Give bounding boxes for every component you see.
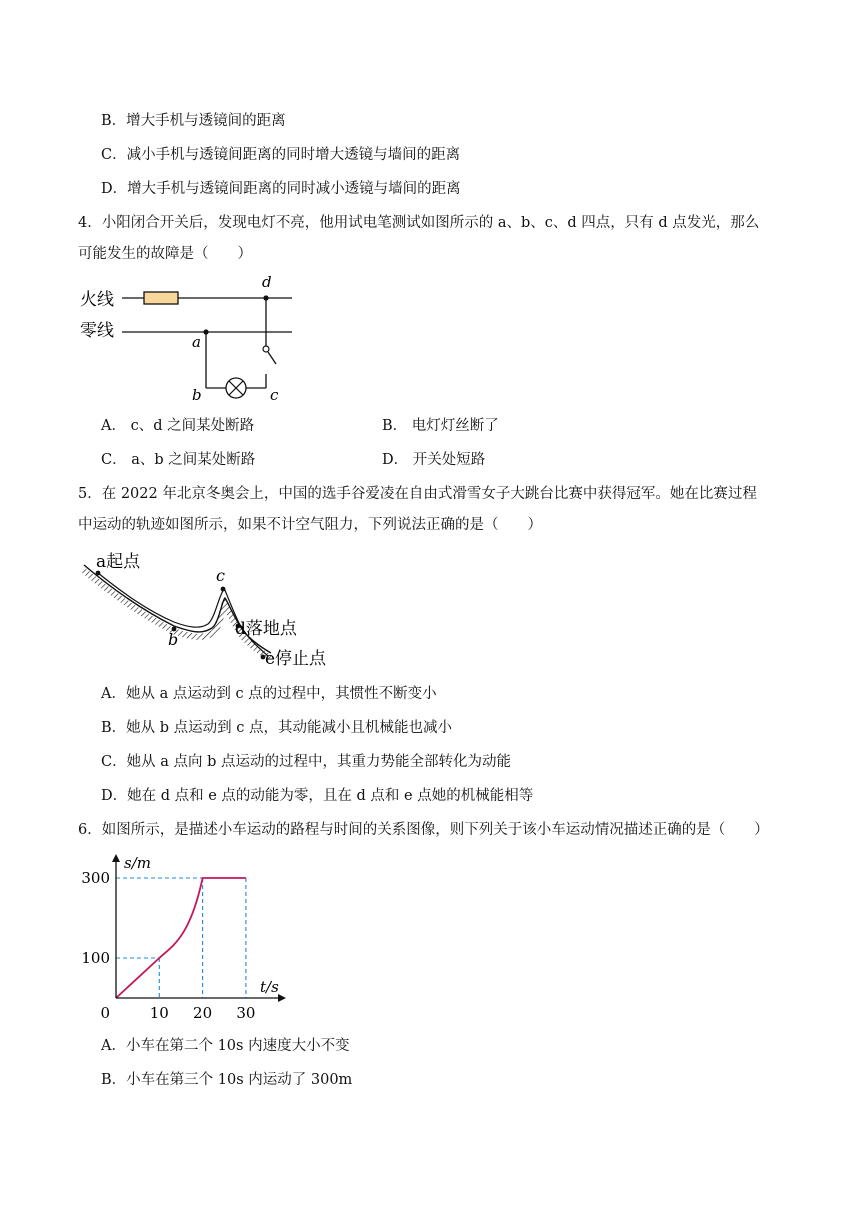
label-b: b bbox=[192, 386, 202, 404]
q6-option-b[interactable]: B．小车在第三个 10s 内运动了 300m bbox=[101, 1072, 353, 1088]
x-tick-label-10: 10 bbox=[149, 1004, 169, 1022]
live-wire-label: 火线 bbox=[80, 290, 114, 310]
q5-stem-line1: 5．在 2022 年北京冬奥会上，中国的选手谷爱凌在自由式滑雪女子大跳台比赛中获得冠军。她在比赛过程 bbox=[78, 486, 757, 502]
q6-option-a[interactable]: A．小车在第二个 10s 内速度大小不变 bbox=[101, 1038, 350, 1054]
neutral-wire-label: 零线 bbox=[80, 321, 114, 341]
point-c bbox=[221, 587, 226, 592]
fuse bbox=[144, 292, 178, 304]
ski-trajectory-diagram bbox=[78, 543, 348, 678]
q4-stem-line2: 可能发生的故障是（ ） bbox=[78, 246, 252, 262]
label-e-stop: e停止点 bbox=[265, 649, 327, 669]
switch-blade bbox=[268, 352, 276, 364]
label-d-landing: d落地点 bbox=[235, 619, 297, 639]
label-a: a bbox=[192, 333, 201, 351]
q5-option-a[interactable]: A．她从 a 点运动到 c 点的过程中，其惯性不断变小 bbox=[101, 686, 437, 702]
q4-option-c[interactable]: C． a、b 之间某处断路 bbox=[101, 452, 256, 468]
q3-option-b[interactable]: B．增大手机与透镜间的距离 bbox=[101, 113, 286, 129]
q4-option-d[interactable]: D． 开关处短路 bbox=[382, 452, 486, 468]
y-tick-label-300: 300 bbox=[81, 869, 110, 887]
y-tick-label-100: 100 bbox=[81, 949, 110, 967]
x-tick-label-0: 0 bbox=[100, 1004, 110, 1022]
q3-option-c[interactable]: C．减小手机与透镜间距离的同时增大透镜与墙间的距离 bbox=[101, 147, 461, 163]
chart-series-line bbox=[116, 878, 246, 998]
switch-pivot bbox=[263, 346, 269, 352]
q5-option-b[interactable]: B．她从 b 点运动到 c 点，其动能减小且机械能也减小 bbox=[101, 720, 452, 736]
x-axis-label: t/s bbox=[260, 978, 279, 996]
label-a-start: a起点 bbox=[96, 552, 141, 572]
q4-option-a[interactable]: A． c、d 之间某处断路 bbox=[101, 418, 255, 434]
x-tick-label-20: 20 bbox=[193, 1004, 213, 1022]
q3-option-d[interactable]: D．增大手机与透镜间距离的同时减小透镜与墙间的距离 bbox=[101, 181, 461, 197]
label-b: b bbox=[168, 630, 179, 649]
y-axis-label: s/m bbox=[124, 854, 151, 872]
circuit-diagram bbox=[78, 270, 308, 410]
label-c: c bbox=[216, 566, 225, 585]
q5-option-d[interactable]: D．她在 d 点和 e 点的动能为零，且在 d 点和 e 点她的机械能相等 bbox=[101, 788, 534, 804]
distance-time-chart bbox=[78, 850, 288, 1022]
label-c: c bbox=[270, 386, 279, 404]
q5-stem-line2: 中运动的轨迹如图所示，如果不计空气阻力，下列说法正确的是（ ） bbox=[78, 517, 542, 533]
q5-option-c[interactable]: C．她从 a 点向 b 点运动的过程中，其重力势能全部转化为动能 bbox=[101, 754, 511, 770]
x-axis-arrow-icon bbox=[278, 994, 286, 1002]
q6-stem: 6．如图所示，是描述小车运动的路程与时间的关系图像，则下列关于该小车运动情况描述正确的是（ ） bbox=[78, 822, 769, 838]
label-d: d bbox=[262, 273, 272, 291]
y-axis-arrow-icon bbox=[112, 854, 120, 862]
q4-stem-line1: 4．小阳闭合开关后，发现电灯不亮，他用试电笔测试如图所示的 a、b、c、d 四点，只有 d 点发光，那么 bbox=[78, 215, 760, 231]
q4-option-b[interactable]: B． 电灯灯丝断了 bbox=[382, 418, 499, 434]
x-tick-label-30: 30 bbox=[236, 1004, 256, 1022]
